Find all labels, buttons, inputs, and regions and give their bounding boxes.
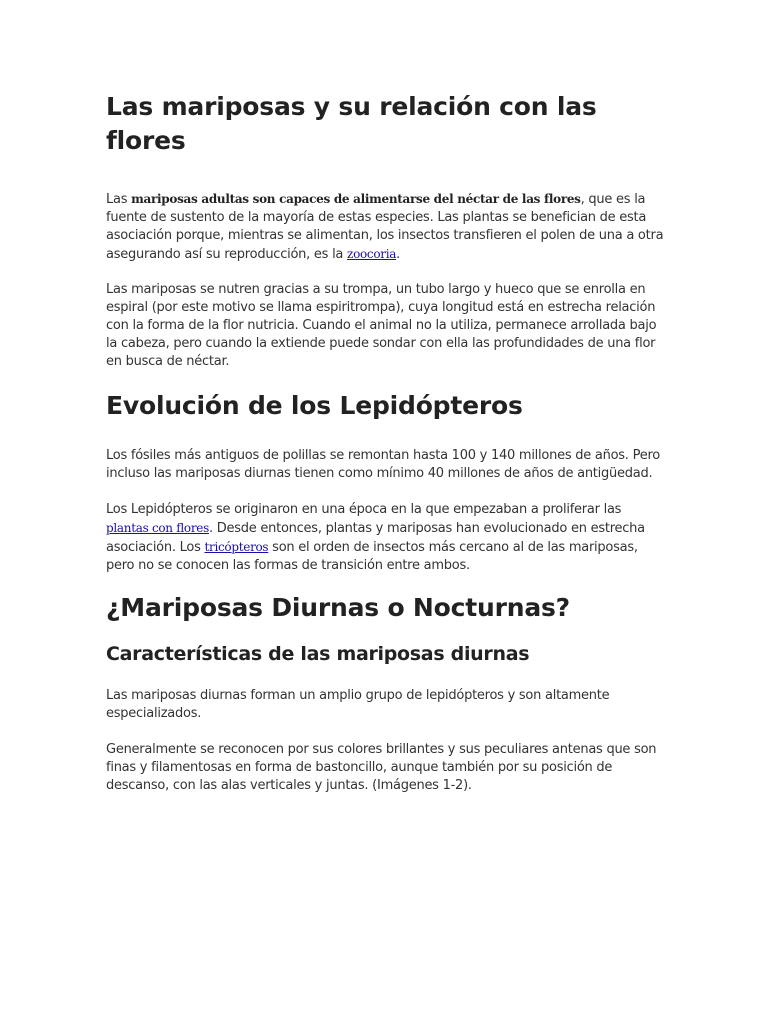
paragraph-origen-text-middle: . Desde entonces, plantas y mariposas han evolucionado en estrecha asociación. Los [106,521,645,555]
bold-phrase-nectar: mariposas adultas son capaces de alimentarse del néctar de las flores [131,192,581,206]
heading-mariposas-flores: Las mariposas y su relación con las flores [106,92,597,155]
paragraph-nectar-text-end: . [396,247,400,262]
paragraph-colores: Generalmente se reconocen por sus colores brillantes y sus peculiares antenas que son finas y filamentosas en forma de bastoncillo, aunque también por su posición de descanso, con las alas verticales y juntas. (Imágenes 1-2). [106,742,657,793]
paragraph-nectar-text-middle: , que es la fuente de sustento de la mayoría de estas especies. Las plantas se benefician de esta asociación porque, mientras se alimentan, los insectos transfieren el polen de una a otra asegurando así su reproducción, es la [106,192,664,262]
link-plantas-con-flores[interactable]: plantas con flores [106,521,209,535]
link-tricopteros[interactable]: tricópteros [204,540,269,554]
heading-diurnas-nocturnas: ¿Mariposas Diurnas o Nocturnas? [106,593,570,622]
paragraph-origen-text-start: Los Lepidópteros se originaron en una época en la que empezaban a proliferar las [106,502,622,517]
paragraph-nectar-text-start: Las [106,192,132,207]
link-zoocoria[interactable]: zoocoria [347,247,397,261]
paragraph-grupo: Las mariposas diurnas forman un amplio grupo de lepidópteros y son altamente especializados. [106,688,610,721]
paragraph-fosiles: Los fósiles más antiguos de polillas se remontan hasta 100 y 140 millones de años. Pero incluso las mariposas diurnas tienen como mínimo 40 millones de años de antigüedad. [106,448,660,481]
document-page [106,90,666,795]
paragraph-nectar [106,190,666,264]
paragraph-trompa: Las mariposas se nutren gracias a su trompa, un tubo largo y hueco que se enrolla en espiral (por este motivo se llama espiritrompa), cuya longitud está en estrecha relación con la forma de la flor nutricia. Cuando el animal no la utiliza, permanece arrollada bajo la cabeza, pero cuando la extiende puede sondar con ella las profundidades de una flor en busca de néctar. [106,282,657,369]
subheading-caracteristicas-diurnas: Características de las mariposas diurnas [106,643,530,665]
paragraph-origen-text-end: son el orden de insectos más cercano al de las mariposas, pero no se conocen las formas de transición entre ambos. [106,540,638,573]
paragraph-origen [106,501,666,575]
heading-evolucion: Evolución de los Lepidópteros [106,391,523,420]
